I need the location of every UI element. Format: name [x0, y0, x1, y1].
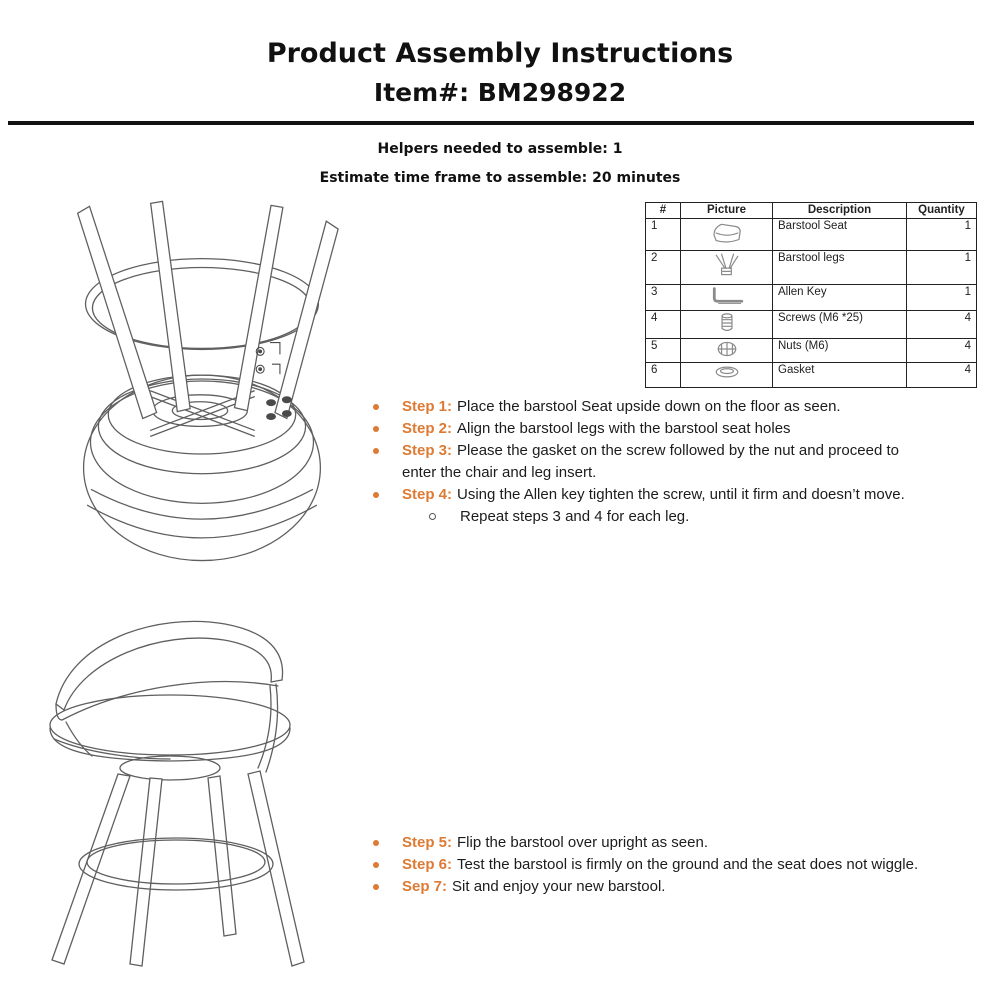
step-text: Using the Allen key tighten the screw, until it firm and doesn’t move. [457, 486, 905, 503]
substep-text: Repeat steps 3 and 4 for each leg. [460, 508, 690, 525]
table-row: 2 Barstool legs 1 [646, 251, 977, 285]
upright-barstool-drawing [30, 592, 320, 972]
bullet-icon [373, 492, 379, 498]
parts-table-header-row [646, 203, 977, 219]
assembly-steps-2 [366, 832, 988, 898]
table-row: 4 Screws (M6 *25) 4 [646, 311, 977, 339]
step-item-5 [366, 832, 988, 854]
table-row: 5 Nuts (M6) 4 [646, 339, 977, 363]
barstool-legs-picture [712, 252, 742, 280]
step-text: Sit and enjoy your new barstool. [452, 878, 666, 895]
step-text: Align the barstool legs with the barstool seat holes [457, 420, 791, 437]
step-text-line2: enter the chair and leg insert. [402, 464, 597, 481]
step-label: Step 2: [402, 420, 453, 437]
bullet-icon [373, 426, 379, 432]
substep-item [366, 506, 988, 528]
col-header-picture: Picture [681, 203, 773, 219]
step-label: Step 6: [402, 856, 453, 873]
col-header-quantity: Quantity [907, 203, 977, 219]
helpers-needed-text: Helpers needed to assemble: 1 [377, 141, 623, 157]
page-title: Product Assembly Instructions [266, 38, 734, 69]
table-row: 3 Allen Key 1 [646, 285, 977, 311]
bullet-icon [373, 884, 379, 890]
allen-key-picture [709, 286, 745, 306]
step-text: Flip the barstool over upright as seen. [457, 834, 708, 851]
step-label: Step 1: [402, 398, 453, 415]
upside-down-barstool-drawing [52, 192, 348, 570]
divider-rule [8, 121, 974, 125]
step-label: Step 4: [402, 486, 453, 503]
item-number: Item#: BM298922 [373, 78, 627, 107]
bullet-icon [373, 840, 379, 846]
bullet-icon [373, 862, 379, 868]
gasket-picture [713, 364, 741, 380]
step-label: Step 3: [402, 442, 453, 459]
step-text: Please the gasket on the screw followed by the nut and proceed to [457, 442, 899, 459]
barstool-seat-picture [710, 220, 744, 246]
table-row: 1 Barstool Seat 1 [646, 219, 977, 251]
circle-bullet-icon [429, 513, 436, 520]
bullet-icon [373, 448, 379, 454]
step-text: Place the barstool Seat upside down on the floor as seen. [457, 398, 841, 415]
col-header-number: # [646, 203, 681, 219]
col-header-description: Description [773, 203, 907, 219]
hardware-detail-icons [256, 343, 280, 375]
assembly-steps-1 [366, 396, 988, 528]
step-item-6 [366, 854, 988, 876]
bullet-icon [373, 404, 379, 410]
step-item-2 [366, 418, 988, 440]
step-label: Sep 7: [402, 878, 448, 895]
step-item-7 [366, 876, 988, 898]
step-item-1 [366, 396, 988, 418]
step-text: Test the barstool is firmly on the ground and the seat does not wiggle. [457, 856, 919, 873]
table-row: 6 Gasket 4 [646, 363, 977, 388]
step-label: Step 5: [402, 834, 453, 851]
parts-table [645, 202, 977, 388]
assembly-time-text: Estimate time frame to assemble: 20 minutes [319, 170, 681, 186]
screw-picture [716, 312, 738, 334]
step-item-3 [366, 440, 988, 484]
step-item-4 [366, 484, 988, 506]
nut-picture [715, 340, 739, 358]
